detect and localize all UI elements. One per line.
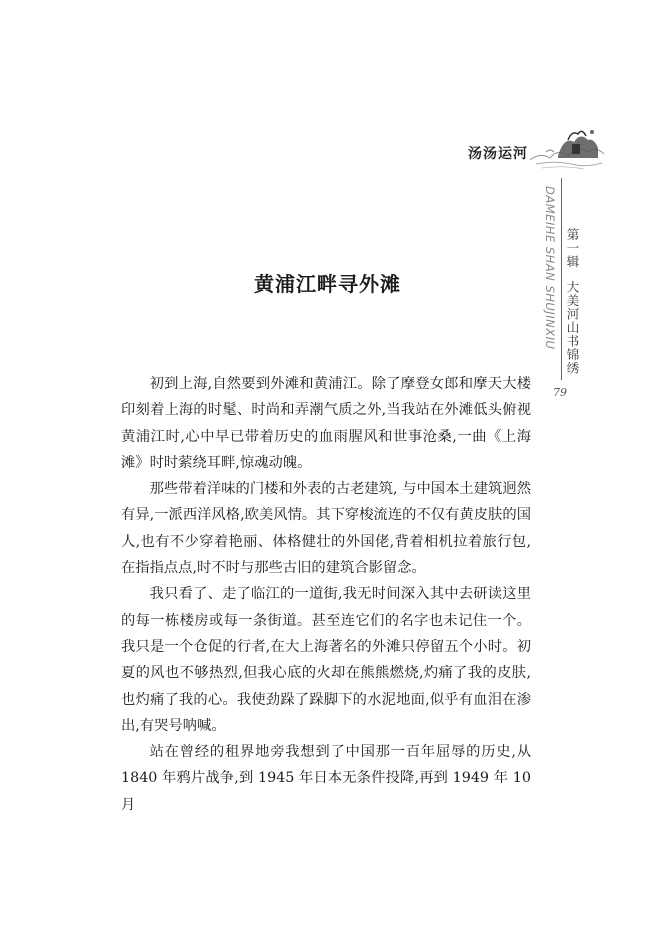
paragraph: 我只看了、走了临江的一道街,我无时间深入其中去研读这里的每一栋楼房或每一条街道。甚至连它们的名字也未记住一个。我只是一个仓促的行者,在大上海著名的外滩只停留五个小时。初夏的风也不够热烈,但我心底的火却在熊熊燃烧,灼痛了我的皮肤,也灼痛了我的心。我使劲跺了跺脚下的水泥地面,似乎有血泪在渗出,有哭号呐喊。 bbox=[121, 586, 531, 734]
article-title: 黄浦江畔寻外滩 bbox=[254, 272, 401, 296]
article-body bbox=[121, 371, 531, 818]
section-label: 汤汤运河 bbox=[468, 146, 528, 162]
paragraph: 那些带着洋味的门楼和外表的古老建筑, 与中国本土建筑迥然有异,一派西洋风格,欧美风情。其下穿梭流连的不仅有黄皮肤的国人,也有不少穿着艳丽、体格健壮的外国佬,背着相机拉着旅行包,在指指点点,时不时与那些古旧的建筑合影留念。 bbox=[121, 481, 531, 577]
paragraph: 站在曾经的租界地旁我想到了中国那一百年屈辱的历史,从1840 年鸦片战争,到 1945 年日本无条件投降,再到 1949 年 10 月 bbox=[121, 744, 531, 813]
volume-label: 第一辑 bbox=[565, 228, 580, 269]
paragraph: 初到上海,自然要到外滩和黄浦江。除了摩登女郎和摩天大楼印刻着上海的时髦、时尚和弄潮气质之外,当我站在外滩低头俯视黄浦江时,心中早已带着历史的血雨腥风和世事沧桑,一曲《上海滩》时时萦绕耳畔,惊魂动魄。 bbox=[121, 376, 531, 471]
series-latin-title: DAMEIHE SHAN SHUJINXIU bbox=[543, 186, 557, 350]
ink-landscape-illustration bbox=[528, 122, 606, 172]
series-title: 大美河山书锦绣 bbox=[565, 280, 580, 375]
page-number: 79 bbox=[553, 386, 567, 399]
series-vertical-title bbox=[565, 228, 579, 375]
